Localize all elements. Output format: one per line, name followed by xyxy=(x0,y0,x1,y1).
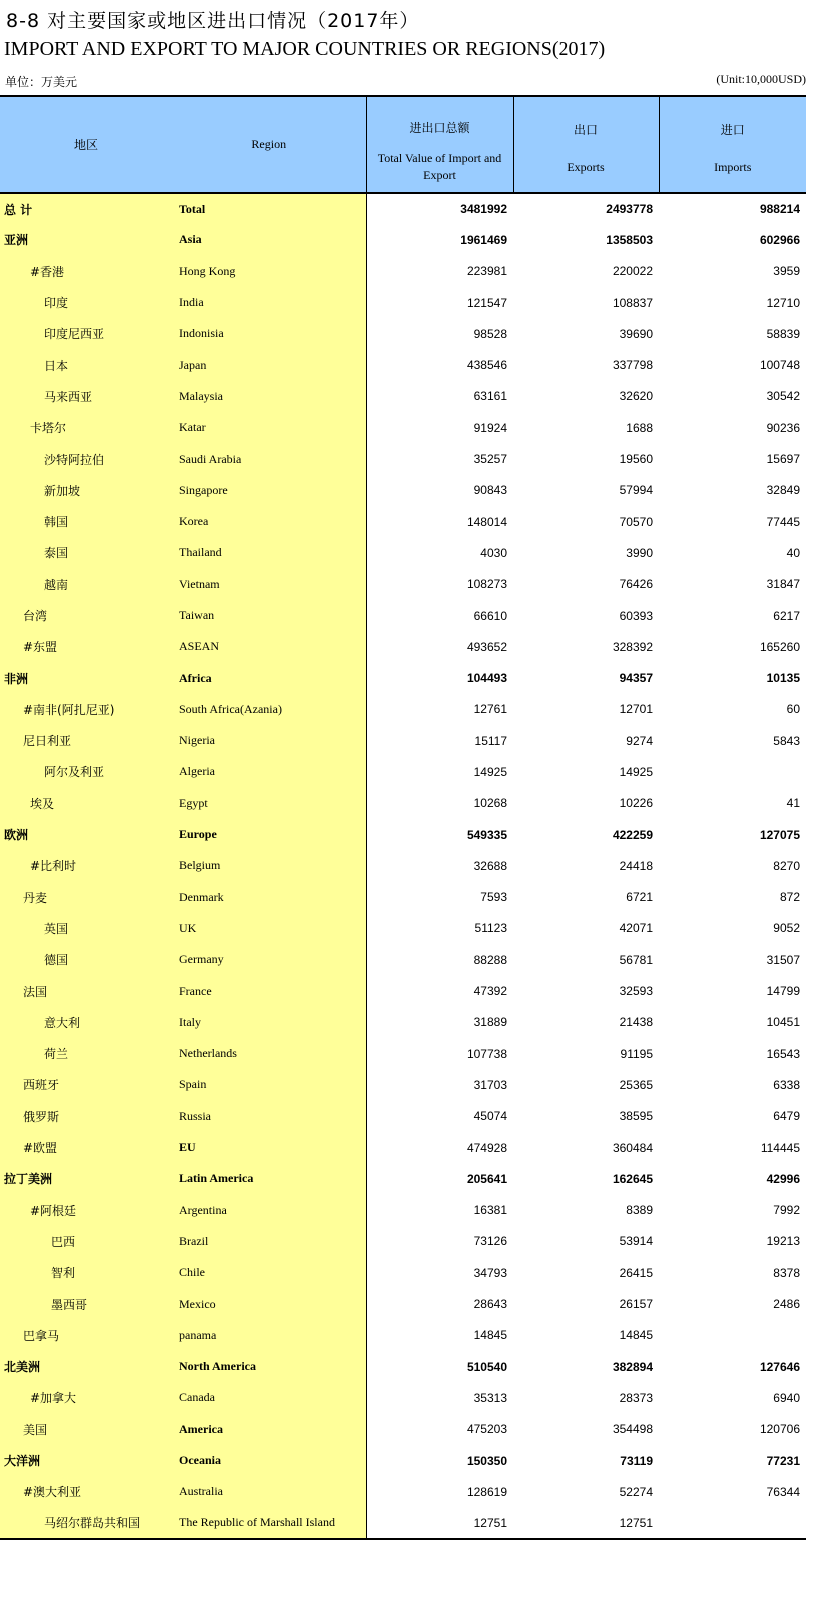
table-row xyxy=(0,1414,806,1445)
exports-value: 94357 xyxy=(619,671,653,686)
exports-value: 38595 xyxy=(619,1109,653,1124)
table-row xyxy=(0,412,806,443)
region-name-en: Algeria xyxy=(172,756,366,787)
region-name-en: Indonisia xyxy=(172,318,366,349)
imports-value: 120706 xyxy=(759,1422,800,1437)
total-value: 14845 xyxy=(473,1328,507,1343)
region-name-en: Saudi Arabia xyxy=(172,443,366,474)
imports-value: 76344 xyxy=(766,1484,800,1499)
region-name-cn: 新加坡 xyxy=(0,475,172,506)
region-name-cn: 日本 xyxy=(0,349,172,380)
region-name-cn: #比利时 xyxy=(0,850,172,881)
table-row xyxy=(0,443,806,474)
total-value: 12751 xyxy=(366,1507,513,1538)
region-name-cn: 沙特阿拉伯 xyxy=(0,443,172,474)
table-row xyxy=(0,1195,806,1226)
table-row xyxy=(0,631,806,662)
total-value: 63161 xyxy=(473,389,507,404)
region-name-cn: 泰国 xyxy=(0,537,172,568)
region-name-cn: 欧洲 xyxy=(0,819,172,850)
total-value: 475203 xyxy=(466,1422,507,1437)
table-row xyxy=(0,256,806,287)
region-name-en: Belgium xyxy=(172,850,366,881)
region-name-en: Denmark xyxy=(172,882,366,913)
table-row xyxy=(0,600,806,631)
imports-value: 602966 xyxy=(759,232,800,247)
region-name-cn: #欧盟 xyxy=(0,1132,172,1163)
imports-value: 127646 xyxy=(759,1359,800,1374)
region-name-cn: 印度尼西亚 xyxy=(0,318,172,349)
exports-value: 382894 xyxy=(612,1359,653,1374)
total-value: 31889 xyxy=(473,1015,507,1030)
exports-value: 42071 xyxy=(619,921,653,936)
total-value: 91924 xyxy=(473,420,507,435)
table-row xyxy=(0,1007,806,1038)
exports-value: 337798 xyxy=(612,358,653,373)
region-name-cn: 西班牙 xyxy=(0,1069,172,1100)
imports-value: 2486 xyxy=(773,1297,800,1312)
region-name-cn: 美国 xyxy=(0,1414,172,1445)
table-row xyxy=(0,1351,806,1382)
header-total xyxy=(366,96,513,193)
imports-value: 30542 xyxy=(766,389,800,404)
imports-value: 6479 xyxy=(773,1109,800,1124)
table-row xyxy=(0,506,806,537)
table-row xyxy=(0,287,806,318)
total-value: 16381 xyxy=(473,1203,507,1218)
region-name-en: Katar xyxy=(172,412,366,443)
header-exports-en: Exports xyxy=(567,159,605,174)
region-name-en: Hong Kong xyxy=(172,256,366,287)
imports-value: 77445 xyxy=(766,514,800,529)
exports-value: 25365 xyxy=(619,1077,653,1092)
region-name-cn: 法国 xyxy=(0,975,172,1006)
total-value: 88288 xyxy=(473,952,507,967)
total-value: 10268 xyxy=(473,796,507,811)
region-name-cn: 印度 xyxy=(0,287,172,318)
region-name-en: Total xyxy=(172,193,366,224)
exports-value: 26157 xyxy=(619,1297,653,1312)
total-value: 98528 xyxy=(473,326,507,341)
exports-value: 422259 xyxy=(612,827,653,842)
total-value: 107738 xyxy=(466,1046,507,1061)
region-name-en: North America xyxy=(172,1351,366,1382)
region-name-cn: 荷兰 xyxy=(0,1038,172,1069)
total-value: 3481992 xyxy=(460,202,507,217)
region-name-cn: 意大利 xyxy=(0,1007,172,1038)
exports-value: 14925 xyxy=(619,764,653,779)
exports-value: 10226 xyxy=(619,796,653,811)
header-region-cn: 地区 xyxy=(0,96,172,193)
imports-value: 58839 xyxy=(766,326,800,341)
region-name-cn: 墨西哥 xyxy=(0,1288,172,1319)
imports-value: 19213 xyxy=(766,1234,800,1249)
imports-value: 127075 xyxy=(759,827,800,842)
exports-value: 19560 xyxy=(619,452,653,467)
total-value: 493652 xyxy=(466,639,507,654)
total-value: 148014 xyxy=(466,514,507,529)
table-row xyxy=(0,1163,806,1194)
region-name-en: Thailand xyxy=(172,537,366,568)
imports-value xyxy=(659,756,806,787)
exports-value: 73119 xyxy=(620,1453,653,1468)
total-value: 45074 xyxy=(473,1109,507,1124)
total-value: 73126 xyxy=(473,1234,507,1249)
table-row xyxy=(0,1476,806,1507)
total-value: 1961469 xyxy=(460,232,507,247)
exports-value: 220022 xyxy=(612,264,653,279)
exports-value: 76426 xyxy=(619,577,653,592)
table-row xyxy=(0,1101,806,1132)
region-name-en: Egypt xyxy=(172,788,366,819)
table-row xyxy=(0,756,806,787)
imports-value: 114445 xyxy=(760,1140,800,1155)
region-name-en: Brazil xyxy=(172,1226,366,1257)
table-row xyxy=(0,1132,806,1163)
region-name-cn: 马绍尔群岛共和国 xyxy=(0,1507,172,1538)
imports-value: 6217 xyxy=(773,608,800,623)
region-name-cn: 埃及 xyxy=(0,788,172,819)
region-name-cn: #阿根廷 xyxy=(0,1195,172,1226)
header-total-en: Total Value of Import and Export xyxy=(377,150,502,182)
imports-value: 6940 xyxy=(773,1390,800,1405)
header-region-en: Region xyxy=(172,96,366,193)
exports-value: 8389 xyxy=(626,1203,653,1218)
region-name-en: Germany xyxy=(172,944,366,975)
region-name-cn: 英国 xyxy=(0,913,172,944)
imports-value: 40 xyxy=(786,545,800,560)
header-imports xyxy=(659,96,806,193)
region-name-en: Africa xyxy=(172,662,366,693)
table-body xyxy=(0,193,806,1539)
region-name-en: Vietnam xyxy=(172,569,366,600)
exports-value: 39690 xyxy=(619,326,653,341)
total-value: 549335 xyxy=(466,827,507,842)
table-row xyxy=(0,475,806,506)
total-value: 28643 xyxy=(473,1297,507,1312)
imports-value: 872 xyxy=(779,890,800,905)
imports-value: 8378 xyxy=(773,1265,800,1280)
region-name-en: Nigeria xyxy=(172,725,366,756)
total-value: 510540 xyxy=(466,1359,507,1374)
region-name-en: panama xyxy=(172,1320,366,1351)
exports-value: 32620 xyxy=(619,389,653,404)
total-value: 205641 xyxy=(466,1171,507,1186)
exports-value: 6721 xyxy=(626,890,653,905)
header-imports-cn: 进口 xyxy=(720,122,745,137)
exports-value: 57994 xyxy=(619,483,653,498)
region-name-en: South Africa(Azania) xyxy=(172,694,366,725)
table-row xyxy=(0,1226,806,1257)
total-value: 104493 xyxy=(466,671,507,686)
header-exports xyxy=(513,96,659,193)
region-name-en: Latin America xyxy=(172,1163,366,1194)
exports-value: 328392 xyxy=(612,639,653,654)
region-name-en: Asia xyxy=(172,224,366,255)
region-name-cn: 非洲 xyxy=(0,662,172,693)
imports-value: 41 xyxy=(786,796,800,811)
exports-value: 2493778 xyxy=(606,202,653,217)
total-value: 223981 xyxy=(466,264,507,279)
table-row xyxy=(0,1038,806,1069)
imports-value: 16543 xyxy=(766,1046,800,1061)
total-value: 31703 xyxy=(473,1077,507,1092)
region-name-en: Korea xyxy=(172,506,366,537)
total-value: 4030 xyxy=(480,545,507,560)
imports-value xyxy=(659,1320,806,1351)
exports-value: 21438 xyxy=(619,1015,653,1030)
total-value: 90843 xyxy=(473,483,507,498)
imports-value: 42996 xyxy=(766,1171,800,1186)
header-exports-cn: 出口 xyxy=(573,122,598,137)
total-value: 32688 xyxy=(473,858,507,873)
total-value: 108273 xyxy=(466,577,507,592)
region-name-en: Chile xyxy=(172,1257,366,1288)
table-row xyxy=(0,882,806,913)
total-value: 35313 xyxy=(473,1390,507,1405)
imports-value: 7992 xyxy=(773,1203,800,1218)
imports-value: 165260 xyxy=(759,639,800,654)
exports-value: 360484 xyxy=(612,1140,653,1155)
region-name-cn: 亚洲 xyxy=(0,224,172,255)
region-name-cn: 台湾 xyxy=(0,600,172,631)
exports-value: 70570 xyxy=(619,514,653,529)
region-name-en: Spain xyxy=(172,1069,366,1100)
total-value: 12761 xyxy=(473,702,507,717)
table-row xyxy=(0,381,806,412)
exports-value: 12751 xyxy=(513,1507,659,1538)
imports-value: 6338 xyxy=(773,1077,800,1092)
imports-value: 60 xyxy=(786,702,800,717)
imports-value: 14799 xyxy=(766,984,800,999)
region-name-cn: 尼日利亚 xyxy=(0,725,172,756)
region-name-cn: 总 计 xyxy=(0,193,172,224)
region-name-cn: 丹麦 xyxy=(0,882,172,913)
unit-label-cn: 单位：万美元 xyxy=(5,75,78,89)
total-value: 121547 xyxy=(466,295,507,310)
table-row xyxy=(0,569,806,600)
region-name-en: Singapore xyxy=(172,475,366,506)
region-name-en: Malaysia xyxy=(172,381,366,412)
total-value: 128619 xyxy=(466,1484,507,1499)
region-name-en: ASEAN xyxy=(172,631,366,662)
exports-value: 24418 xyxy=(619,858,653,873)
table-row xyxy=(0,1382,806,1413)
unit-label-en: (Unit:10,000USD) xyxy=(716,72,806,86)
region-name-en: Russia xyxy=(172,1101,366,1132)
table-row xyxy=(0,318,806,349)
region-name-en: Canada xyxy=(172,1382,366,1413)
table-row xyxy=(0,850,806,881)
table-row xyxy=(0,913,806,944)
region-name-en: Australia xyxy=(172,1476,366,1507)
table-row xyxy=(0,537,806,568)
imports-value xyxy=(659,1507,806,1538)
exports-value: 1688 xyxy=(626,420,653,435)
region-name-cn: 巴拿马 xyxy=(0,1320,172,1351)
total-value: 7593 xyxy=(480,890,507,905)
region-name-cn: 巴西 xyxy=(0,1226,172,1257)
table-row xyxy=(0,788,806,819)
table-row xyxy=(0,725,806,756)
region-name-en: France xyxy=(172,975,366,1006)
table-row xyxy=(0,1069,806,1100)
table-row xyxy=(0,224,806,255)
exports-value: 354498 xyxy=(612,1422,653,1437)
region-name-cn: #南非(阿扎尼亚) xyxy=(0,694,172,725)
exports-value: 56781 xyxy=(619,952,653,967)
region-name-cn: 大洋洲 xyxy=(0,1445,172,1476)
exports-value: 14845 xyxy=(619,1328,653,1343)
header-imports-en: Imports xyxy=(714,159,752,174)
region-name-cn: 北美洲 xyxy=(0,1351,172,1382)
page-title-cn: 8-8 对主要国家或地区进出口情况（2017年） xyxy=(6,10,420,32)
region-name-en: India xyxy=(172,287,366,318)
region-name-en: Taiwan xyxy=(172,600,366,631)
imports-value: 988214 xyxy=(759,202,800,217)
total-value: 150350 xyxy=(466,1453,507,1468)
region-name-cn: 德国 xyxy=(0,944,172,975)
header-total-cn: 进出口总额 xyxy=(409,120,470,135)
exports-value: 3990 xyxy=(626,545,653,560)
total-value: 51123 xyxy=(474,921,507,936)
imports-value: 3959 xyxy=(773,264,800,279)
region-name-cn: 智利 xyxy=(0,1257,172,1288)
exports-value: 53914 xyxy=(619,1234,653,1249)
table-row xyxy=(0,193,806,224)
exports-value: 1358503 xyxy=(606,232,653,247)
imports-value: 9052 xyxy=(773,921,800,936)
region-name-cn: #东盟 xyxy=(0,631,172,662)
imports-value: 12710 xyxy=(766,295,800,310)
table-header-row xyxy=(0,96,806,193)
exports-value: 162645 xyxy=(612,1171,653,1186)
imports-value: 10451 xyxy=(766,1015,800,1030)
region-name-en: UK xyxy=(172,913,366,944)
region-name-cn: 阿尔及利亚 xyxy=(0,756,172,787)
total-value: 15117 xyxy=(474,733,507,748)
table-row xyxy=(0,1320,806,1351)
exports-value: 12701 xyxy=(619,702,653,717)
region-name-cn: #加拿大 xyxy=(0,1382,172,1413)
imports-value: 90236 xyxy=(766,420,800,435)
imports-value: 31507 xyxy=(766,952,800,967)
table-row xyxy=(0,662,806,693)
table-row xyxy=(0,1288,806,1319)
imports-value: 8270 xyxy=(773,858,800,873)
table-row xyxy=(0,819,806,850)
imports-value: 10135 xyxy=(766,671,800,686)
imports-value: 100748 xyxy=(759,358,800,373)
exports-value: 26415 xyxy=(619,1265,653,1280)
exports-value: 52274 xyxy=(619,1484,653,1499)
table-row xyxy=(0,1507,806,1538)
region-name-cn: #香港 xyxy=(0,256,172,287)
table-row xyxy=(0,944,806,975)
total-value: 474928 xyxy=(466,1140,507,1155)
total-value: 35257 xyxy=(473,452,507,467)
imports-value: 15697 xyxy=(766,452,800,467)
exports-value: 9274 xyxy=(626,733,653,748)
region-name-en: Argentina xyxy=(172,1195,366,1226)
imports-value: 77231 xyxy=(766,1453,800,1468)
imports-value: 5843 xyxy=(773,733,800,748)
imports-value: 32849 xyxy=(766,483,800,498)
total-value: 14925 xyxy=(473,764,507,779)
exports-value: 32593 xyxy=(619,984,653,999)
region-name-en: Netherlands xyxy=(172,1038,366,1069)
table-row xyxy=(0,349,806,380)
exports-value: 91195 xyxy=(620,1046,653,1061)
region-name-cn: 越南 xyxy=(0,569,172,600)
total-value: 438546 xyxy=(466,358,507,373)
region-name-cn: 拉丁美洲 xyxy=(0,1163,172,1194)
region-name-en: Italy xyxy=(172,1007,366,1038)
region-name-en: Oceania xyxy=(172,1445,366,1476)
exports-value: 108837 xyxy=(612,295,653,310)
imports-value: 31847 xyxy=(766,577,800,592)
table-row xyxy=(0,975,806,1006)
region-name-en: Japan xyxy=(172,349,366,380)
page-title-en: IMPORT AND EXPORT TO MAJOR COUNTRIES OR REGIONS(2017) xyxy=(4,38,606,60)
region-name-cn: 俄罗斯 xyxy=(0,1101,172,1132)
region-name-cn: 卡塔尔 xyxy=(0,412,172,443)
total-value: 47392 xyxy=(473,984,507,999)
table-row xyxy=(0,694,806,725)
region-name-en: EU xyxy=(172,1132,366,1163)
region-name-en: America xyxy=(172,1414,366,1445)
table-row xyxy=(0,1257,806,1288)
region-name-en: The Republic of Marshall Island xyxy=(172,1507,366,1538)
exports-value: 28373 xyxy=(619,1390,653,1405)
region-name-cn: 马来西亚 xyxy=(0,381,172,412)
region-name-cn: 韩国 xyxy=(0,506,172,537)
total-value: 34793 xyxy=(473,1265,507,1280)
region-name-cn: #澳大利亚 xyxy=(0,1476,172,1507)
region-name-en: Europe xyxy=(172,819,366,850)
table-row xyxy=(0,1445,806,1476)
exports-value: 60393 xyxy=(619,608,653,623)
trade-table xyxy=(0,95,806,1540)
total-value: 66610 xyxy=(473,608,507,623)
region-name-en: Mexico xyxy=(172,1288,366,1319)
